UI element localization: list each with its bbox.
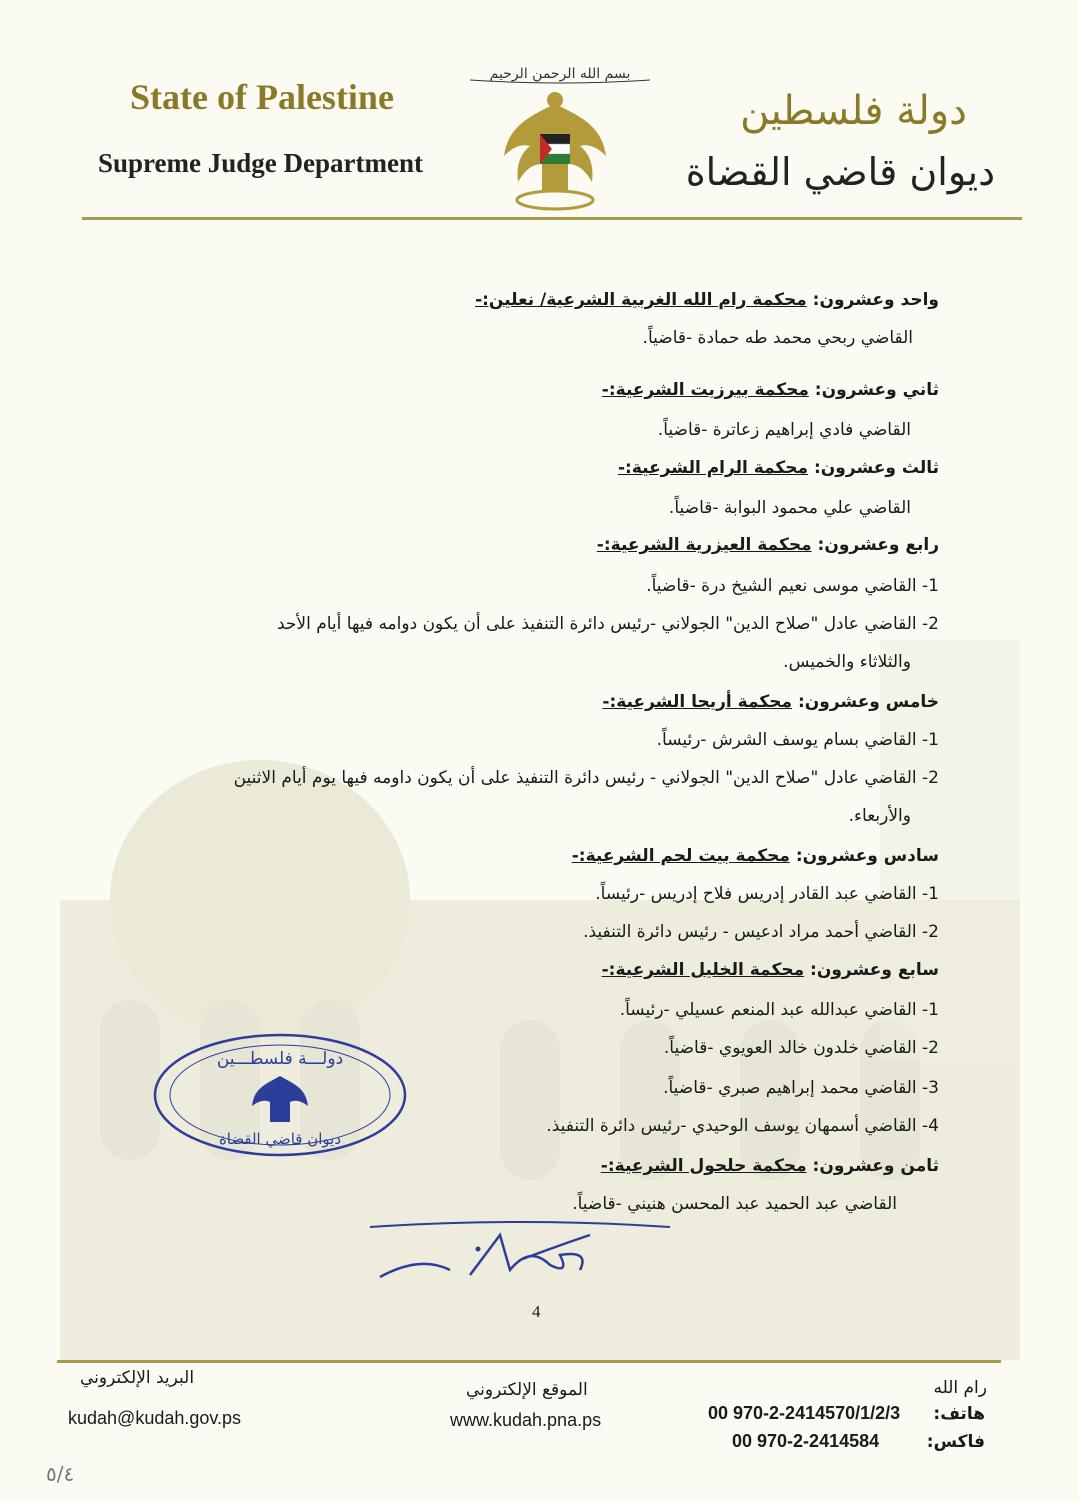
stamp-bottom-text: ديوان قاضي القضاة — [218, 1130, 342, 1148]
section-heading — [602, 692, 939, 712]
footer-email-label: البريد الإلكتروني — [80, 1368, 195, 1388]
page-number: 4 — [532, 1302, 541, 1321]
stamp-top-text: دولـــة فلسطـــين — [216, 1049, 344, 1069]
footer-phone: 00 970-2-2414570/1/2/3 — [708, 1403, 901, 1423]
court-name: محكمة الخليل الشرعية:- — [601, 960, 805, 980]
margin-page-note: ٥/٤ — [46, 1462, 75, 1486]
judge-entry: 1- القاضي موسى نعيم الشيخ درة -قاضياً. — [646, 576, 939, 596]
court-name: محكمة بيت لحم الشرعية:- — [571, 846, 790, 866]
section-ordinal: سابع وعشرون: — [804, 960, 939, 980]
section-ordinal: ثامن وعشرون: — [806, 1156, 939, 1176]
section-heading — [601, 1156, 939, 1176]
footer-email: kudah@kudah.gov.ps — [68, 1408, 242, 1428]
footer-city: رام الله — [933, 1378, 987, 1398]
footer-rule — [57, 1360, 1001, 1363]
court-name: محكمة العيزرية الشرعية:- — [596, 535, 812, 555]
judge-entry: القاضي عبد الحميد عبد المحسن هنيني -قاضياً. — [572, 1194, 897, 1214]
court-name: محكمة بيرزيت الشرعية:- — [601, 380, 809, 400]
judge-entry: 2- القاضي عادل "صلاح الدين" الجولاني -رئيس دائرة التنفيذ على أن يكون دوامه فيها أيام الأحد — [276, 614, 939, 634]
section-heading — [597, 535, 939, 555]
section-heading — [618, 458, 939, 478]
section-ordinal: واحد وعشرون: — [806, 290, 939, 310]
header-rule — [82, 217, 1022, 220]
official-stamp — [150, 1030, 410, 1160]
judge-entry: 2- القاضي خلدون خالد العويوي -قاضياً. — [663, 1038, 939, 1058]
footer-fax: 00 970-2-2414584 — [732, 1431, 880, 1451]
judge-entry: القاضي علي محمود البوابة -قاضياً. — [668, 498, 911, 518]
judge-entry: 1- القاضي عبدالله عبد المنعم عسيلي -رئيساً. — [619, 1000, 939, 1020]
handwritten-signature — [360, 1215, 680, 1290]
judge-entry: والثلاثاء والخميس. — [783, 652, 911, 672]
court-name: محكمة الرام الشرعية:- — [617, 458, 809, 478]
judge-entry: 1- القاضي عبد القادر إدريس فلاح إدريس -رئيساً. — [595, 884, 939, 904]
section-ordinal: سادس وعشرون: — [789, 846, 939, 866]
footer-phone-label: هاتف: — [933, 1404, 985, 1424]
court-name: محكمة أريحا الشرعية:- — [602, 692, 793, 712]
basmala-text: بسم الله الرحمن الرحيم — [489, 66, 631, 82]
section-heading — [602, 380, 939, 400]
header-en-title: State of Palestine — [130, 77, 394, 117]
court-name: محكمة حلحول الشرعية:- — [600, 1156, 807, 1176]
section-ordinal: رابع وعشرون: — [811, 535, 939, 555]
judge-entry: القاضي ربحي محمد طه حمادة -قاضياً. — [642, 328, 913, 348]
judge-entry: القاضي فادي إبراهيم زعاترة -قاضياً. — [657, 420, 911, 440]
judge-entry: 3- القاضي محمد إبراهيم صبري -قاضياً. — [663, 1078, 939, 1098]
palestine-eagle-emblem — [500, 86, 610, 212]
judge-entry: 1- القاضي بسام يوسف الشرش -رئيساً. — [656, 730, 939, 750]
header-ar-subtitle: ديوان قاضي القضاة — [685, 150, 995, 194]
section-ordinal: ثاني وعشرون: — [808, 380, 939, 400]
section-heading — [572, 846, 939, 866]
header-en-subtitle: Supreme Judge Department — [98, 148, 423, 178]
section-heading — [475, 290, 939, 310]
judge-entry: والأربعاء. — [848, 806, 911, 826]
footer-website-label: الموقع الإلكتروني — [466, 1380, 588, 1400]
section-ordinal: ثالث وعشرون: — [808, 458, 939, 478]
court-name: محكمة رام الله الغربية الشرعية/ نعلين:- — [475, 290, 807, 310]
footer-fax-label: فاكس: — [926, 1432, 985, 1452]
section-heading — [602, 960, 939, 980]
judge-entry: 2- القاضي عادل "صلاح الدين" الجولاني - رئيس دائرة التنفيذ على أن يكون داومه فيها يوم أيام الاثنين — [233, 768, 939, 788]
basmala-calligraphy — [460, 56, 660, 86]
footer-website: www.kudah.pna.ps — [450, 1410, 602, 1430]
judge-entry: 4- القاضي أسمهان يوسف الوحيدي -رئيس دائرة التنفيذ. — [546, 1116, 939, 1136]
header-ar-title: دولة فلسطين — [740, 88, 967, 134]
judge-entry: 2- القاضي أحمد مراد ادعيس - رئيس دائرة التنفيذ. — [583, 922, 939, 942]
section-ordinal: خامس وعشرون: — [792, 692, 939, 712]
